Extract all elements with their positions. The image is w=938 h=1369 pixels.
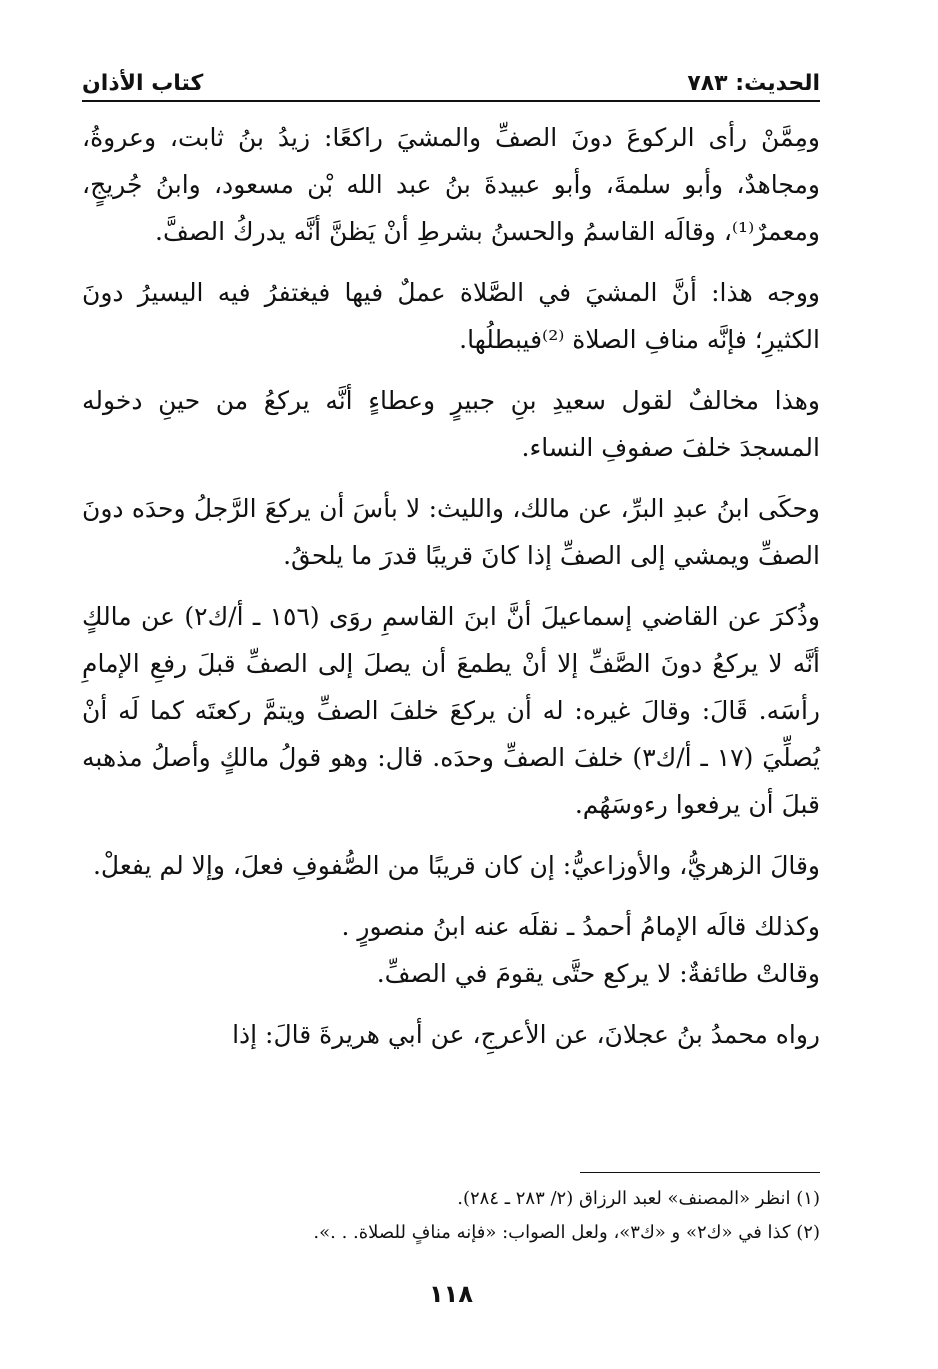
paragraph: رواه محمدُ بنُ عجلانَ، عن الأعرجِ، عن أبي هريرةَ قالَ: إذا	[232, 1020, 820, 1049]
footnote-1: (١) انظر «المصنف» لعبد الرزاق (٢/ ٢٨٣ ـ ٢٨٤).	[457, 1188, 820, 1209]
paragraph: ووجه هذا: أنَّ المشيَ في الصَّلاة عملٌ فيها فيغتفرُ فيه اليسيرُ دونَ الكثيرِ؛ فإنَّه منافِ الصلاة ⁽²⁾فيبطلُها.	[82, 278, 820, 354]
footnotes	[82, 1182, 820, 1250]
footnote-2: (٢) كذا في «ك٢» و «ك٣»، ولعل الصواب: «فإنه منافٍ للصلاة. . .».	[313, 1222, 820, 1243]
running-header	[82, 62, 820, 102]
footnote-divider	[580, 1172, 820, 1173]
page-number: ١١٨	[429, 1280, 473, 1308]
book-page	[82, 62, 821, 1308]
paragraph: وذُكرَ عن القاضي إسماعيلَ أنَّ ابنَ القاسمِ روَى (١٥٦ ـ أ/ك٢) عن مالكٍ أنَّه لا يركعُ دونَ الصَّفِّ إلا أنْ يطمعَ أن يصلَ إلى الصفِّ قبلَ رفعِ الإمامِ رأسَه. قَالَ: وقالَ غيره: له أن يركعَ خلفَ الصفِّ ويتمَّ ركعتَه كما لَه أنْ يُصلِّيَ (١٧ ـ أ/ك٣) خلفَ الصفِّ وحدَه. قال: وهو قولُ مالكٍ وأصلُ مذهبه قبلَ أن يرفعوا رءوسَهُم.	[82, 602, 821, 819]
main-text	[82, 114, 820, 1058]
paragraph: وهذا مخالفٌ لقول سعيدِ بنِ جبيرٍ وعطاءٍ أنَّه يركعُ من حينِ دخوله المسجدَ خلفَ صفوفِ النساء.	[82, 386, 820, 462]
paragraph: وحكَى ابنُ عبدِ البرِّ، عن مالك، والليث: لا بأسَ أن يركعَ الرَّجلُ وحدَه دونَ الصفِّ ويمشي إلى الصفِّ إذا كانَ قريبًا قدرَ ما يلحقُ.	[82, 494, 820, 570]
paragraph: وكذلك قالَه الإمامُ أحمدُ ـ نقلَه عنه ابنُ منصورٍ .	[341, 912, 820, 941]
book-title: كتاب الأذان	[82, 71, 204, 96]
paragraph: وقالتْ طائفةٌ: لا يركع حتَّى يقومَ في الصفِّ.	[376, 959, 820, 988]
paragraph: ومِمَّنْ رأى الركوعَ دونَ الصفِّ والمشيَ راكعًا: زيدُ بنُ ثابت، وعروةُ، ومجاهدٌ، وأبو سلمةَ، وأبو عبيدةَ بنُ عبد الله بْن مسعود، وابنُ جُريجٍ، ومعمرٌ⁽¹⁾، وقالَه القاسمُ والحسنُ بشرطِ أنْ يَظنَّ أنَّه يدركُ الصفَّ.	[82, 123, 820, 246]
hadith-number: الحديث: ٧٨٣	[687, 71, 820, 96]
paragraph: وقالَ الزهريُّ، والأوزاعيُّ: إن كان قريبًا من الصُّفوفِ فعلَ، وإلا لم يفعلْ.	[92, 851, 820, 880]
